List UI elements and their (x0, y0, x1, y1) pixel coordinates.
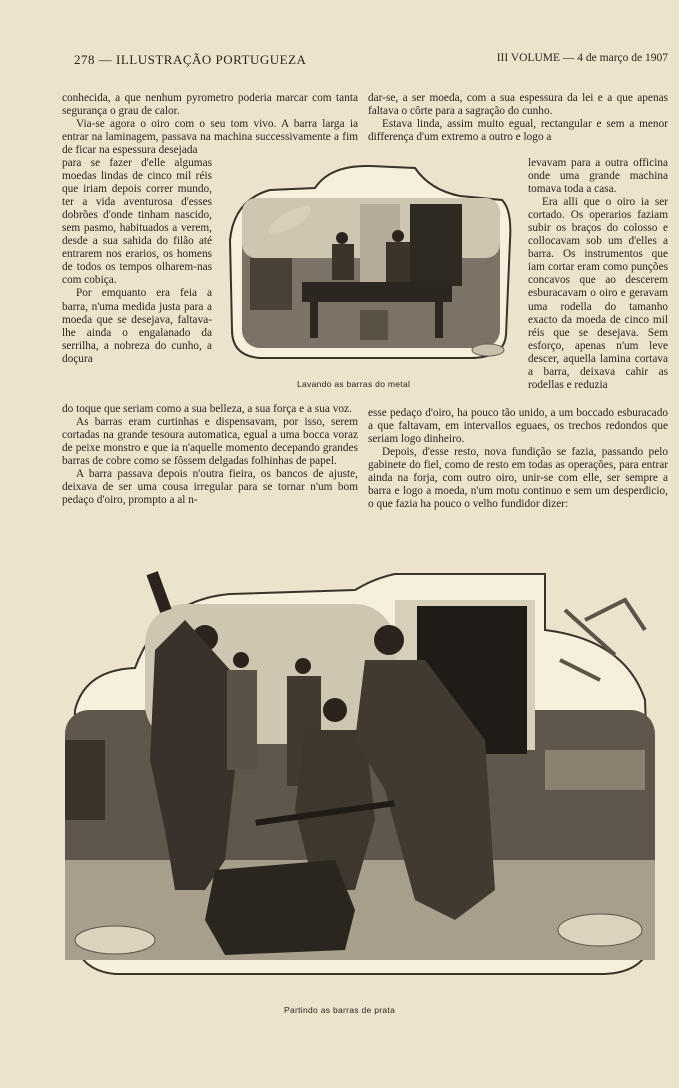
washing-bars-image (220, 160, 520, 370)
paragraph: Depois, d'esse resto, nova fundição se fazia, passando pelo gabinete do fiel, como de resto em todas as operações, para entrar ainda na forja, com outro oiro, unir-se com elle, ser sempre a barra e logo a moeda, n'um motu continuo e sem um desperdicio, o que fazia ha pouco o velho fundidor dizer: (368, 446, 668, 511)
paragraph: Estava linda, assim muito egual, rectangular e sem a menor differença d'um extremo a outro e logo a (368, 118, 668, 144)
paragraph: conhecida, a que nenhum pyrometro poderia marcar com tanta segurança o grau de calor. (62, 92, 358, 118)
paragraph: do toque que seriam como a sua belleza, a sua força e a sua voz. (62, 403, 352, 415)
column-2-bottom (368, 407, 668, 511)
caption-large: Partindo as barras de prata (284, 1005, 396, 1015)
breaking-bars-image (55, 560, 670, 990)
paragraph: dar-se, a ser moeda, com a sua espessura da lei e a que apenas faltava o côrte para a sagração do cunho. (368, 92, 668, 118)
paragraph: esse pedaço d'oiro, ha pouco tão unido, a um boccado esburacado a que faltavam, em intervallos eguaes, os trechos redondos que seriam logo dinheiro. (368, 407, 668, 446)
paragraph: Por emquanto era feia a barra, n'uma medida justa para a moeda que se desejava, faltava-lhe ainda o engalanado da serrilha, a nobreza do cunho, a doçura (62, 287, 212, 365)
paragraph: para se fazer d'elle algumas moedas lindas de cinco mil réis que iriam depois correr mundo, ter a vida aventurosa d'esses dobrões d'onde tinham nascido, sem pasmo, habituados a verem, desde a sua sahida do filão até entrarem nos erarios, os homens de todos os tempos olharem-nas com cobiça. (62, 157, 212, 287)
column-2-top (368, 92, 668, 144)
paragraph: Era alli que o oiro ia ser cortado. Os operarios faziam subir os braços do colosso e collocavam sob um d'elles a barra. Os instrumentos que iam cortar eram como punções concavos que ao descerem esburacavam o oiro e geravam uma rodella do tamanho exacto da moeda de cinco mil réis que se desejava. Sem esforço, apenas n'um leve descer, aquella lamina cortava a barra, deixava cahir as rodellas e reduzia (528, 196, 668, 391)
issue-date: III VOLUME — 4 de março de 1907 (496, 52, 668, 64)
paragraph: levavam para a outra officina onde uma grande machina tomava toda a casa. (528, 157, 668, 196)
caption-small: Lavando as barras do metal (297, 379, 411, 389)
photo-washing-bars (220, 160, 520, 370)
column-2-wrap (528, 157, 668, 392)
page-header (74, 52, 668, 68)
column-1-bottom (62, 403, 358, 507)
photo-breaking-bars (55, 560, 670, 990)
paragraph: As barras eram curtinhas e dispensavam, por isso, serem cortadas na grande tesoura automatica, egual a uma bocca voraz de peixe monstro e que ia n'aquelle momento decepando grandes barras de cobre como se fôssem delgadas folhinhas de papel. (62, 416, 358, 468)
paragraph: Via-se agora o oiro com o seu tom vivo. A barra larga ia entrar na laminagem, passava na machina successivamente a fim de ficar na espessura desejada (62, 118, 358, 157)
page-number-title: 278 — ILLUSTRAÇÃO PORTUGUEZA (74, 52, 307, 67)
column-1-top (62, 92, 358, 157)
paragraph: A barra passava depois n'outra fieira, os bancos de ajuste, deixava de ser uma cousa irregular para se tornar n'um bom pedaço d'oiro, prompto a al n- (62, 468, 358, 507)
column-1-wrap (62, 157, 212, 366)
